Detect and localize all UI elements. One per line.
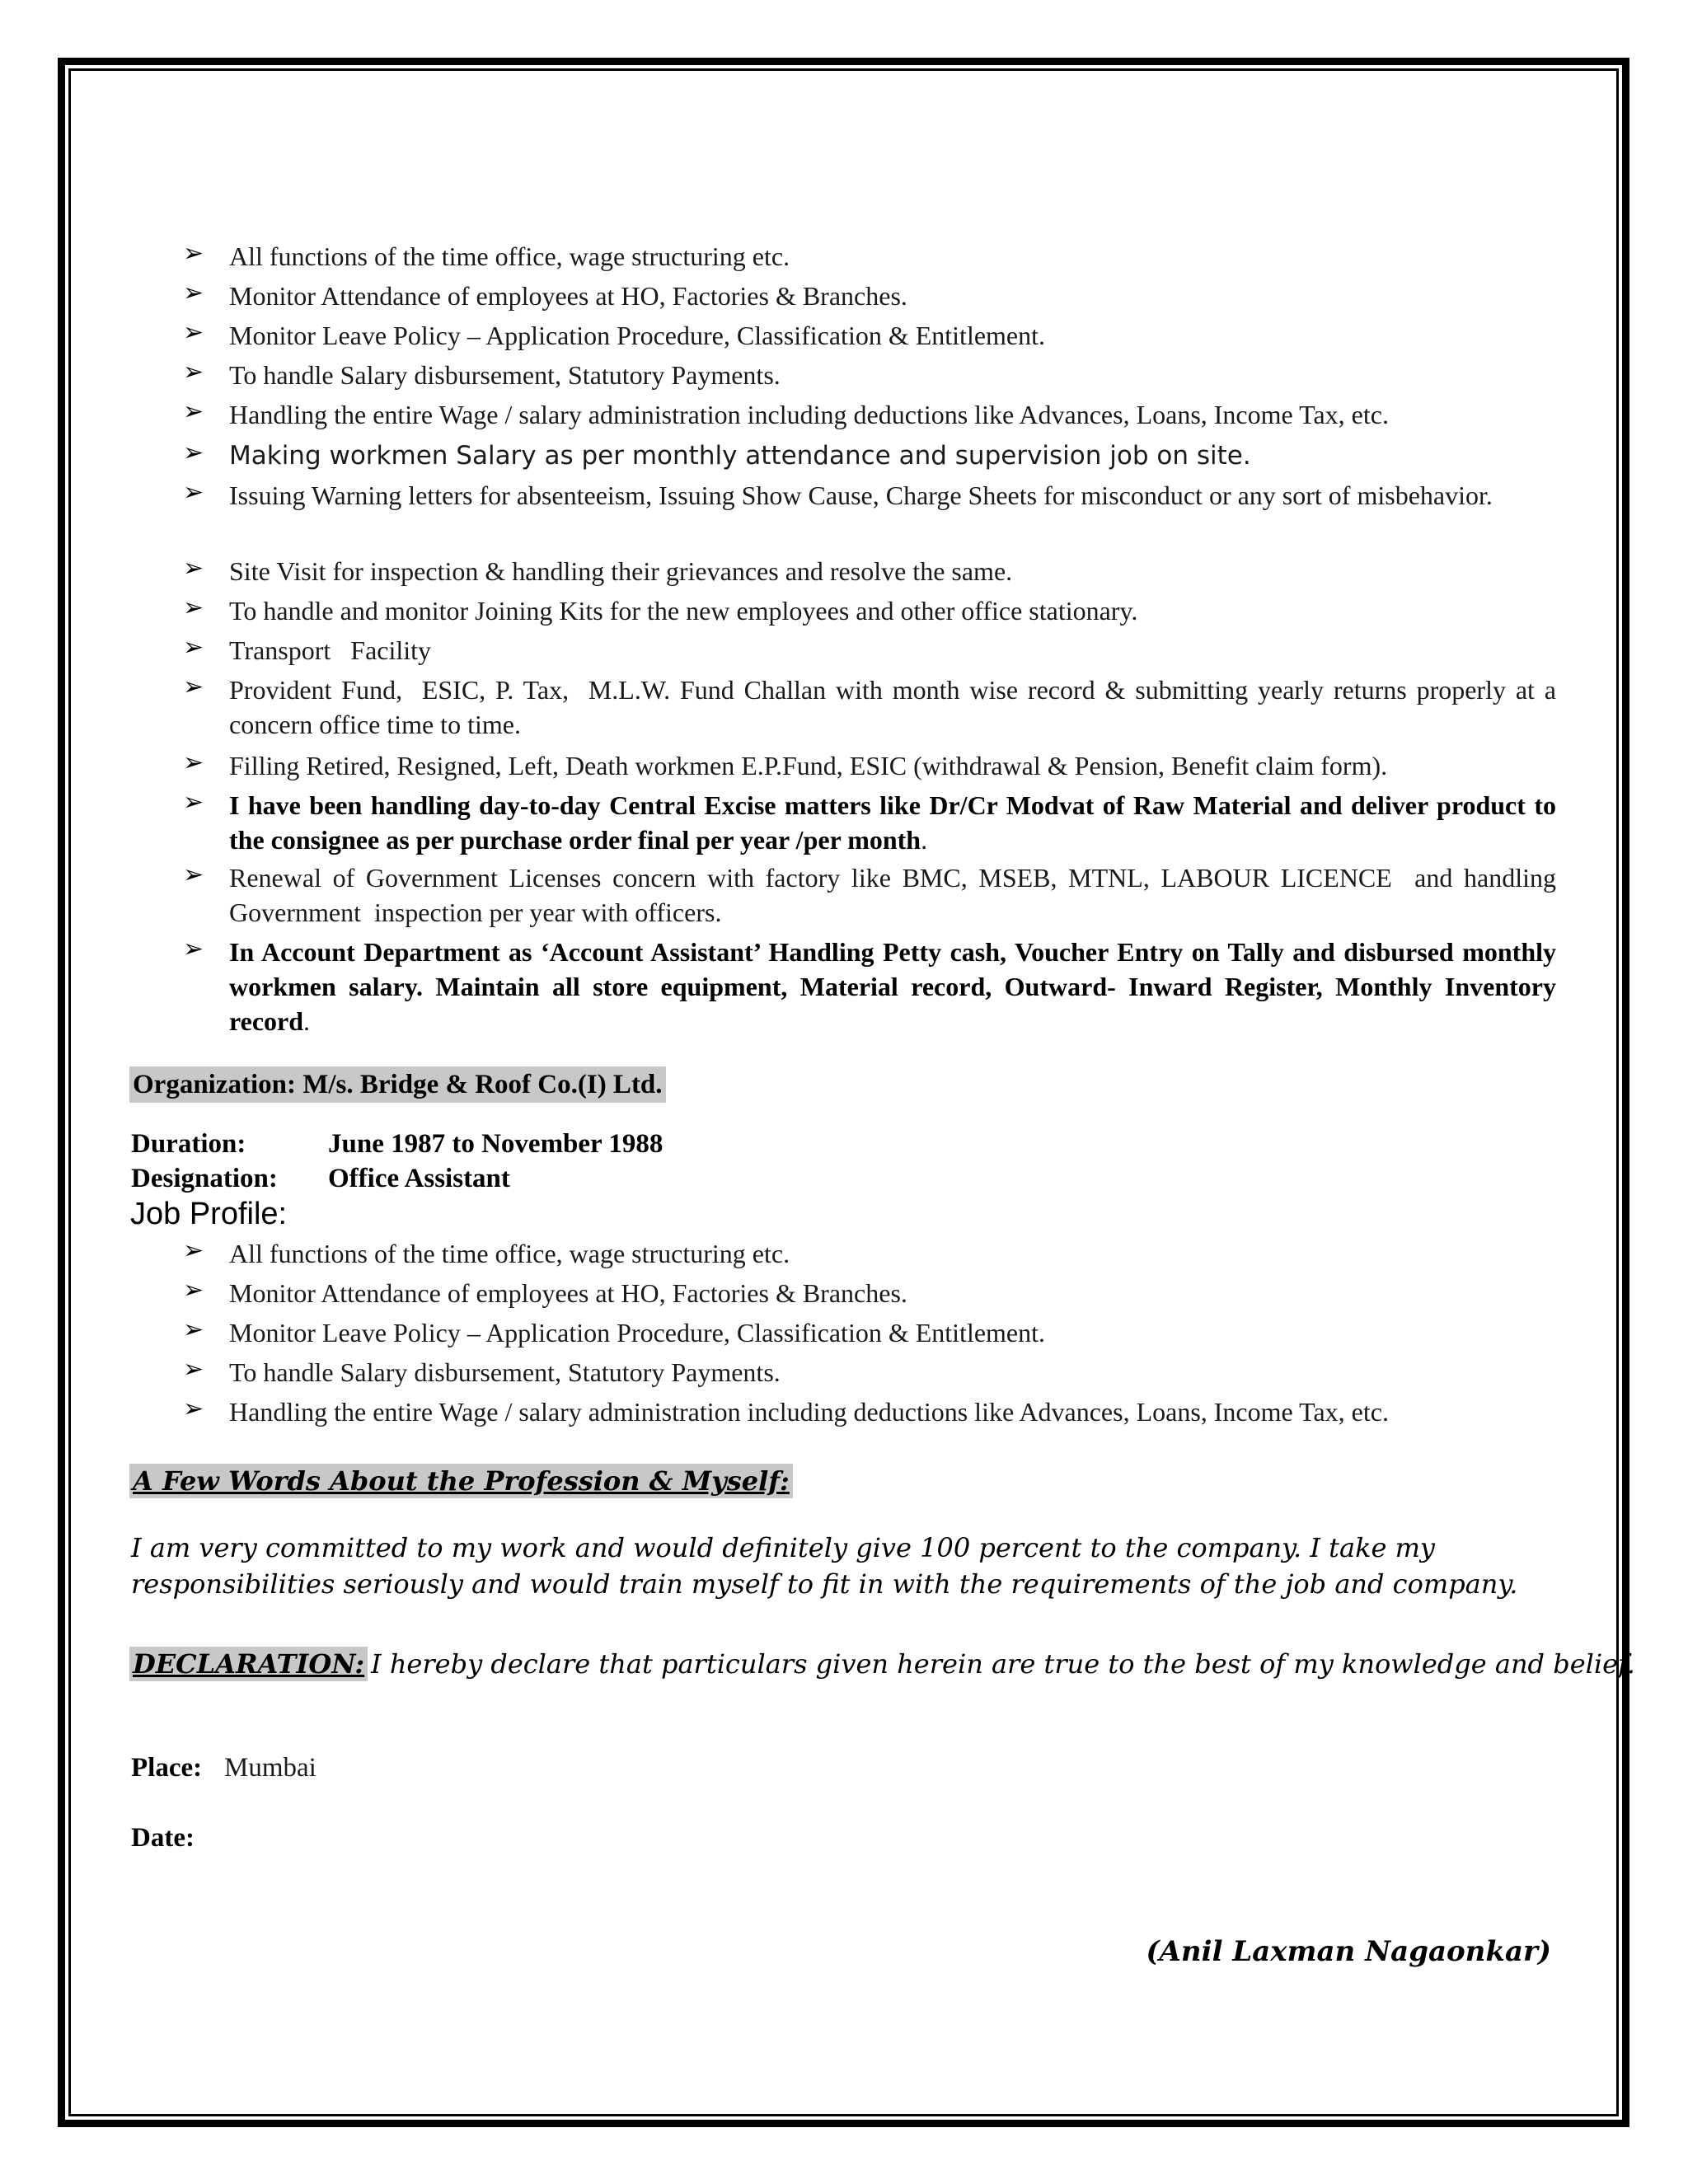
list-item: ➢ To handle Salary disbursement, Statutory Payments.	[183, 1355, 781, 1387]
arrow-bullet-icon: ➢	[183, 633, 204, 662]
duration-value: June 1987 to November 1988	[328, 1129, 663, 1159]
organization-heading: Organization: M/s. Bridge & Roof Co.(I) Ltd.	[129, 1066, 666, 1103]
arrow-bullet-icon: ➢	[183, 1394, 204, 1423]
responsibilities-list	[0, 239, 1688, 1042]
list-item: ➢ Filling Retired, Resigned, Left, Death workmen E.P.Fund, ESIC (withdrawal & Pension, Benefit claim form).	[183, 748, 1388, 780]
arrow-bullet-icon: ➢	[183, 554, 204, 583]
list-item: ➢ Monitor Attendance of employees at HO, Factories & Branches.	[183, 279, 907, 311]
list-item: ➢ Site Visit for inspection & handling their grievances and resolve the same.	[183, 554, 1013, 586]
arrow-bullet-icon: ➢	[183, 748, 204, 777]
list-item: ➢ Issuing Warning letters for absenteeism, Issuing Show Cause, Charge Sheets for misconduct or any sort of misbehavior.	[183, 478, 1493, 510]
list-item: ➢ Making workmen Salary as per monthly attendance and supervision job on site.	[183, 438, 1251, 471]
arrow-bullet-icon: ➢	[183, 1315, 204, 1344]
place-label: Place:	[131, 1753, 203, 1783]
list-item: ➢ Monitor Leave Policy – Application Procedure, Classification & Entitlement.	[183, 318, 1046, 350]
duration-label: Duration:	[131, 1129, 246, 1159]
arrow-bullet-icon: ➢	[183, 1276, 204, 1305]
list-item: ➢ Renewal of Government Licenses concern with factory like BMC, MSEB, MTNL, LABOUR LICENCE and handling Government inspection per year with officers.	[183, 860, 1563, 927]
list-item: ➢ Monitor Leave Policy – Application Procedure, Classification & Entitlement.	[183, 1315, 1046, 1347]
list-item: ➢ Monitor Attendance of employees at HO, Factories & Branches.	[183, 1276, 907, 1308]
arrow-bullet-icon: ➢	[183, 478, 204, 507]
arrow-bullet-icon: ➢	[183, 1355, 204, 1384]
date-label: Date:	[131, 1823, 195, 1853]
list-item: ➢ Provident Fund, ESIC, P. Tax, M.L.W. Fund Challan with month wise record & submitting yearly returns properly at a concern office time to time.	[183, 673, 1563, 739]
list-item: ➢ To handle Salary disbursement, Statutory Payments.	[183, 358, 781, 390]
arrow-bullet-icon: ➢	[183, 397, 204, 426]
arrow-bullet-icon: ➢	[183, 438, 204, 467]
signature-name: (Anil Laxman Nagaonkar)	[1146, 1935, 1551, 1968]
arrow-bullet-icon: ➢	[183, 239, 204, 268]
job-profile-list	[0, 1236, 1688, 1434]
arrow-bullet-icon: ➢	[183, 279, 204, 307]
few-words-heading: A Few Words About the Profession & Myself:	[129, 1464, 793, 1498]
list-item: ➢ Handling the entire Wage / salary administration including deductions like Advances, Loans, Income Tax, etc.	[183, 1394, 1389, 1427]
place-value: Mumbai	[224, 1753, 316, 1783]
declaration-text: I hereby declare that particulars given herein are true to the best of my knowledge and belief.	[371, 1648, 1635, 1680]
list-item: ➢ I have been handling day-to-day Central Excise matters like Dr/Cr Modvat of Raw Material and deliver product to the consignee as per purchase order final per year /per month.	[183, 788, 1556, 855]
arrow-bullet-icon: ➢	[183, 860, 204, 889]
designation-label: Designation:	[131, 1164, 278, 1193]
list-item: ➢ In Account Department as ‘Account Assistant’ Handling Petty cash, Voucher Entry on Tally and disbursed monthly workmen salary. Maintain all store equipment, Material record, Outward- Inward Register, Monthly Inventory record.	[183, 935, 1556, 1036]
arrow-bullet-icon: ➢	[183, 673, 204, 701]
arrow-bullet-icon: ➢	[183, 1236, 204, 1265]
few-words-paragraph: I am very committed to my work and would definitely give 100 percent to the company. I take my responsibilities seriously and would train myself to fit in with the requirements of the job and company.	[131, 1532, 1518, 1600]
arrow-bullet-icon: ➢	[183, 358, 204, 387]
list-item: ➢ Handling the entire Wage / salary administration including deductions like Advances, Loans, Income Tax, etc.	[183, 397, 1389, 429]
list-item: ➢ All functions of the time office, wage structuring etc.	[183, 239, 790, 271]
list-item: ➢ All functions of the time office, wage structuring etc.	[183, 1236, 790, 1268]
arrow-bullet-icon: ➢	[183, 935, 204, 963]
list-item: ➢ To handle and monitor Joining Kits for the new employees and other office stationary.	[183, 593, 1138, 626]
arrow-bullet-icon: ➢	[183, 318, 204, 347]
designation-value: Office Assistant	[328, 1164, 510, 1193]
arrow-bullet-icon: ➢	[183, 788, 204, 817]
arrow-bullet-icon: ➢	[183, 593, 204, 622]
list-item: ➢ Transport Facility	[183, 633, 432, 665]
job-profile-label: Job Profile:	[130, 1197, 288, 1231]
declaration-label: DECLARATION:	[129, 1647, 368, 1681]
